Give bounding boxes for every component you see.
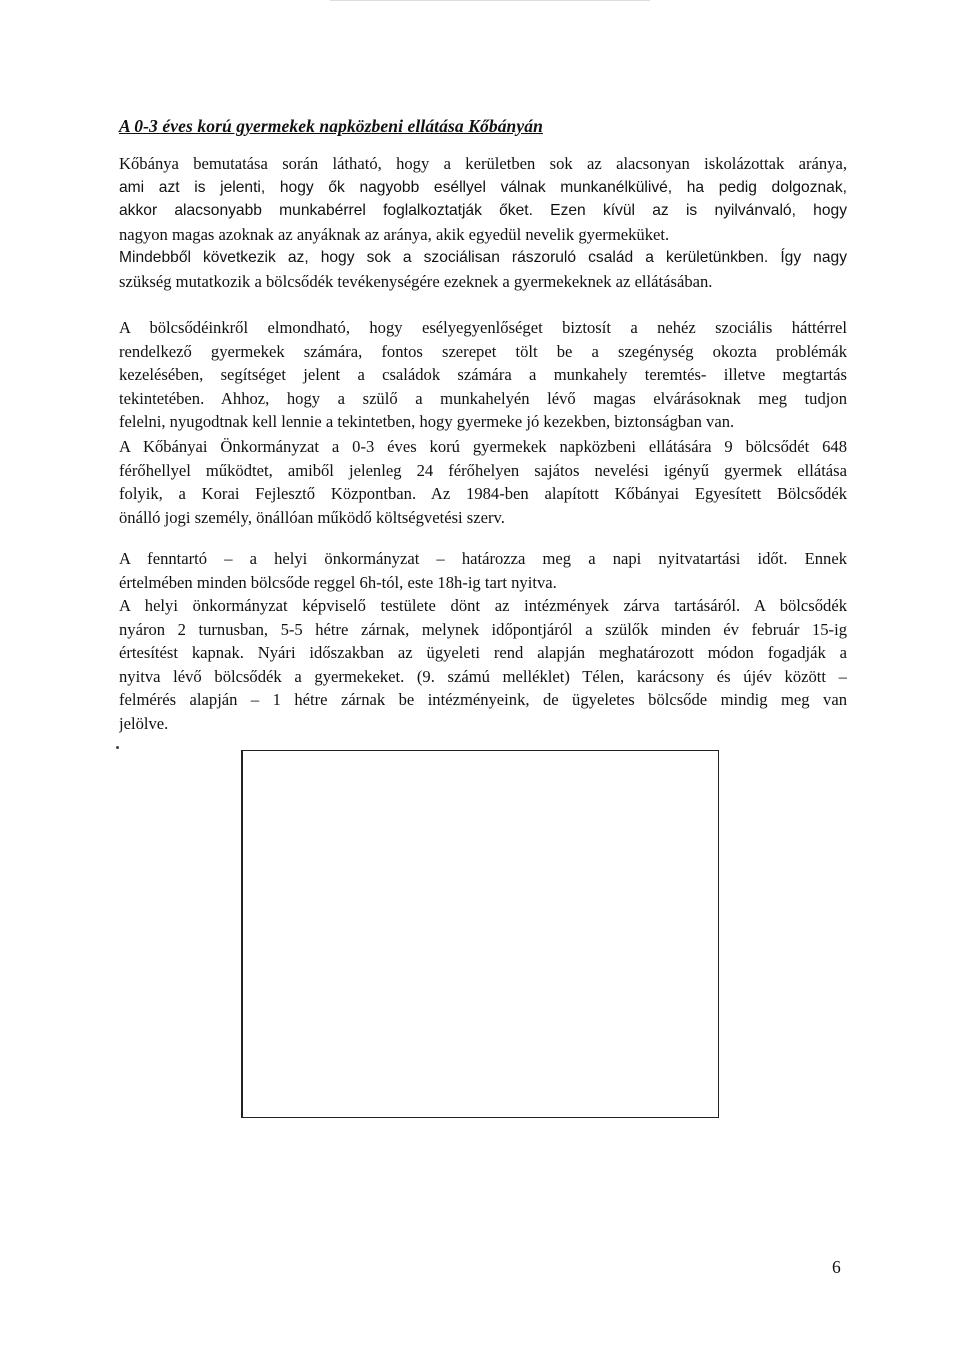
text-line: ami azt is jelenti, hogy ők nagyobb eséllyel válnak munkanélkülivé, ha pedig dolgoznak, [119,178,847,196]
page-number: 6 [832,1257,841,1277]
text-line: akkor alacsonyabb munkabérrel foglalkoztatják őket. Ezen kívül az is nyilvánvaló, hogy [119,202,847,220]
text-line: Kőbánya bemutatása során látható, hogy a kerületben sok az alacsonyan iskolázottak aránya, [119,154,847,173]
text-line: tekintetében. Ahhoz, hogy a szülő a munkahelyén lévő magas elvárásoknak meg tudjon [119,388,847,408]
text-line: nyáron 2 turnusban, 5-5 hétre zárnak, melynek időpontjáról a szülők minden év február 15-ig [119,619,847,639]
empty-figure-box [241,750,719,1118]
text-line: nagyon magas azoknak az anyáknak az aránya, akik egyedül nevelik gyermeküket. [119,224,670,244]
paragraph-closures [119,594,847,736]
text-line: Mindebből következik az, hogy sok a szociálisan rászoruló család a kerületünkben. Így nagy [119,249,847,267]
text-line: rendelkező gyermekek számára, fontos szerepet tölt be a szegénység okozta problémák [119,341,847,361]
text-line: felelni, nyugodtnak kell lennie a tekintetben, hogy gyermeke jó kezekben, biztonságban van. [119,412,735,432]
text-line: folyik, a Korai Fejlesztő Központban. Az 1984-ben alapított Kőbányai Egyesített Bölcsődék [119,484,847,504]
text-line: értelmében minden bölcsőde reggel 6h-tól, este 18h-ig tart nyitva. [119,572,557,592]
text-line: A bölcsődéinkről elmondható, hogy esélyegyenlőséget biztosít a nehéz szociális háttérrel [119,318,847,337]
text-line: jelölve. [119,713,169,733]
text-line: önálló jogi személy, önállóan működő költségvetési szerv. [119,507,505,527]
text-line: A Kőbányai Önkormányzat a 0-3 éves korú gyermekek napközbeni ellátására 9 bölcsődét 648 [119,437,847,456]
paragraph-intro [119,152,847,294]
text-line: nyitva lévő bölcsődék a gyermekeket. (9. számú melléklet) Télen, karácsony és újév között – [119,666,847,686]
text-line: kezelésében, segítséget jelent a családok számára a munkahely teremtés- illetve megtartás [119,365,847,385]
scan-artifact-line [330,0,650,1]
text-line: szükség mutatkozik a bölcsődék tevékenységére ezeknek a gyermekeknek az ellátásában. [119,271,713,291]
text-line: férőhellyel működtet, amiből jelenleg 24 férőhelyen sajátos nevelési igényű gyermek ellátása [119,460,847,480]
paragraph-opening-hours [119,547,847,594]
text-line: A fenntartó – a helyi önkormányzat – határozza meg a napi nyitvatartási időt. Ennek [119,549,847,568]
text-line: felmérés alapján – 1 hétre zárnak be intézményeink, de ügyeletes bölcsőde mindig meg van [119,690,847,710]
stray-dot [116,746,119,749]
paragraph-municipality [119,435,847,529]
text-line: értesítést kapnak. Nyári időszakban az ügyeleti rend alapján meghatározott módon fogadják a [119,643,847,663]
paragraph-nurseries [119,316,847,434]
section-heading: A 0-3 éves korú gyermekek napközbeni ellátása Kőbányán [119,116,543,136]
text-line: A helyi önkormányzat képviselő testülete dönt az intézmények zárva tartásáról. A bölcsődék [119,596,847,615]
